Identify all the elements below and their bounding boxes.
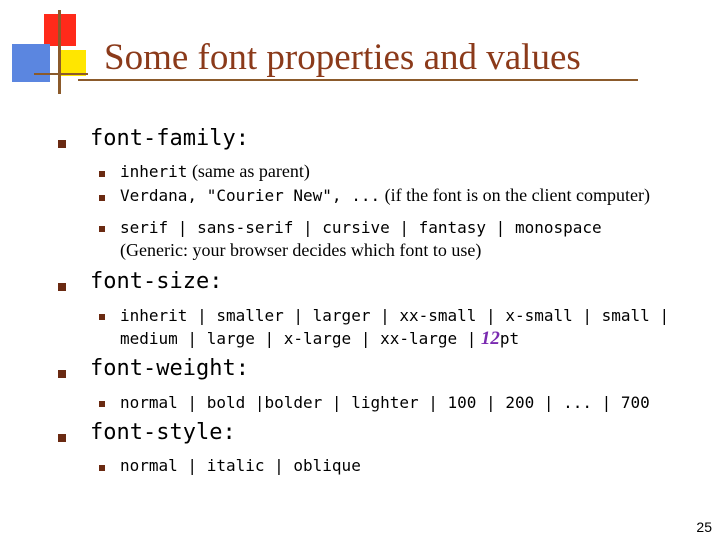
sub-item xyxy=(120,304,669,350)
sub-item xyxy=(120,391,650,414)
value-code: inherit | smaller | larger | xx-small | x-small | small | xyxy=(120,306,670,325)
sub-item xyxy=(120,184,650,207)
logo-blue-square xyxy=(12,44,50,82)
value-code: normal | bold |bolder | lighter | 100 | 200 | ... | 700 xyxy=(120,393,650,412)
bullet-icon xyxy=(58,370,66,378)
sub-bullet-icon xyxy=(99,465,105,471)
sub-bullet-icon xyxy=(99,195,105,201)
logo-vertical-line xyxy=(58,10,61,94)
property-font-size: font-size: xyxy=(90,269,223,294)
value-code: medium | large | x-large | xx-large | xyxy=(120,329,477,348)
slide-logo xyxy=(8,10,88,90)
bullet-icon xyxy=(58,434,66,442)
bullet-icon xyxy=(58,140,66,148)
sub-bullet-icon xyxy=(99,401,105,407)
logo-horizontal-line xyxy=(34,73,88,75)
value-unit: pt xyxy=(499,329,520,348)
sub-item xyxy=(120,454,361,477)
value-note: (Generic: your browser decides which font to use) xyxy=(120,240,482,260)
value-code: inherit xyxy=(120,162,188,181)
sub-bullet-icon xyxy=(99,226,105,232)
value-code: serif | sans-serif | cursive | fantasy | monospace xyxy=(120,218,602,237)
property-font-family: font-family: xyxy=(90,126,249,151)
sub-bullet-icon xyxy=(99,314,105,320)
sub-item xyxy=(120,216,602,262)
value-note: (same as parent) xyxy=(191,161,310,181)
sub-item xyxy=(120,160,310,183)
value-note: (if the font is on the client computer) xyxy=(384,185,651,205)
bullet-icon xyxy=(58,283,66,291)
page-number: 25 xyxy=(696,519,712,535)
value-code: normal | italic | oblique xyxy=(120,456,361,475)
value-code: Verdana, "Courier New", ... xyxy=(120,186,381,205)
slide-title: Some font properties and values xyxy=(104,37,581,78)
sub-bullet-icon xyxy=(99,171,105,177)
property-font-style: font-style: xyxy=(90,420,236,445)
value-number: 12 xyxy=(480,328,500,349)
property-font-weight: font-weight: xyxy=(90,356,249,381)
title-underline xyxy=(78,79,638,81)
